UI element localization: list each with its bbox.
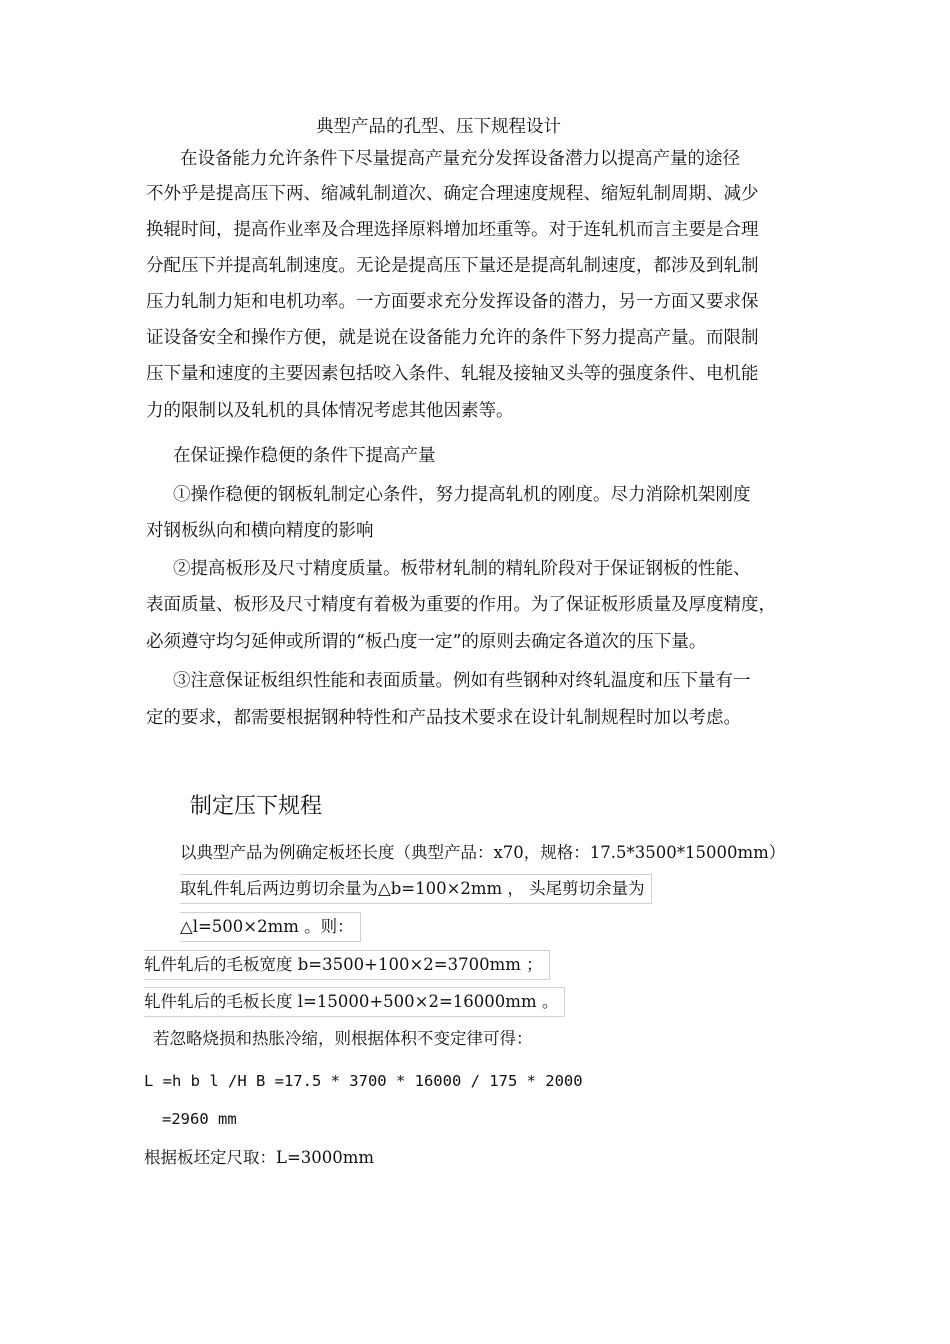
list-item: ②提高板形及尺寸精度质量。板带材轧制的精轧阶段对于保证钢板的性能、 bbox=[173, 559, 751, 579]
list-item: 对钢板纵向和横向精度的影响 bbox=[146, 521, 374, 541]
calc-line: 若忽略烧损和热胀冷缩，则根据体积不变定律可得： bbox=[153, 1029, 533, 1048]
calc-line: 轧件轧后的毛板宽度 b=3500+100×2=3700mm ； bbox=[144, 950, 550, 980]
list-item: 表面质量、板形及尺寸精度有着极为重要的作用。为了保证板形质量及厚度精度， bbox=[146, 595, 776, 615]
list-item: 必须遵守均匀延伸或所谓的“板凸度一定”的原则去确定各道次的压下量。 bbox=[146, 632, 707, 652]
paragraph-line: 分配压下并提高轧制速度。无论是提高压下量还是提高轧制速度，都涉及到轧制 bbox=[146, 256, 759, 276]
list-item: ③注意保证板组织性能和表面质量。例如有些钢种对终轧温度和压下量有一 bbox=[173, 671, 751, 691]
list-item: ①操作稳便的钢板轧制定心条件，努力提高轧机的刚度。尽力消除机架刚度 bbox=[173, 485, 751, 505]
section-heading: 制定压下规程 bbox=[190, 794, 323, 819]
final-result: 根据板坯定尺取：L=3000mm bbox=[144, 1148, 375, 1167]
page-title: 典型产品的孔型、压下规程设计 bbox=[316, 117, 561, 137]
paragraph-line: 压下量和速度的主要因素包括咬入条件、轧辊及接轴叉头等的强度条件、电机能 bbox=[146, 364, 759, 384]
calc-line: △l=500×2mm 。则： bbox=[180, 912, 361, 942]
calc-line: 轧件轧后的毛板长度 l=15000+500×2=16000mm 。 bbox=[144, 987, 565, 1017]
list-item: 定的要求，都需要根据钢种特性和产品技术要求在设计轧制规程时加以考虑。 bbox=[146, 708, 741, 728]
calc-line: 取轧件轧后两边剪切余量为△b=100×2mm ， 头尾剪切余量为 bbox=[180, 874, 652, 904]
paragraph-line: 压力轧制力矩和电机功率。一方面要求充分发挥设备的潜力，另一方面又要求保 bbox=[146, 292, 759, 312]
paragraph-line: 在设备能力允许条件下尽量提高产量充分发挥设备潜力以提高产量的途径 bbox=[180, 149, 740, 169]
paragraph-line: 力的限制以及轧机的具体情况考虑其他因素等。 bbox=[146, 401, 514, 421]
paragraph-line: 不外乎是提高压下两、缩减轧制道次、确定合理速度规程、缩短轧制周期、减少 bbox=[146, 184, 759, 204]
paragraph-line: 换辊时间，提高作业率及合理选择原料增加坯重等。对于连轧机而言主要是合理 bbox=[146, 220, 759, 240]
formula-result: =2960 mm bbox=[162, 1110, 237, 1128]
calc-line: 以典型产品为例确定板坯长度（典型产品：x70，规格：17.5*3500*15000mm） bbox=[180, 843, 786, 862]
paragraph-line: 证设备安全和操作方便，就是说在设备能力允许的条件下努力提高产量。而限制 bbox=[146, 328, 759, 348]
formula: L =h b l /H B =17.5 * 3700 * 16000 / 175 * 2000 bbox=[144, 1072, 583, 1090]
subtitle: 在保证操作稳便的条件下提高产量 bbox=[173, 446, 436, 466]
